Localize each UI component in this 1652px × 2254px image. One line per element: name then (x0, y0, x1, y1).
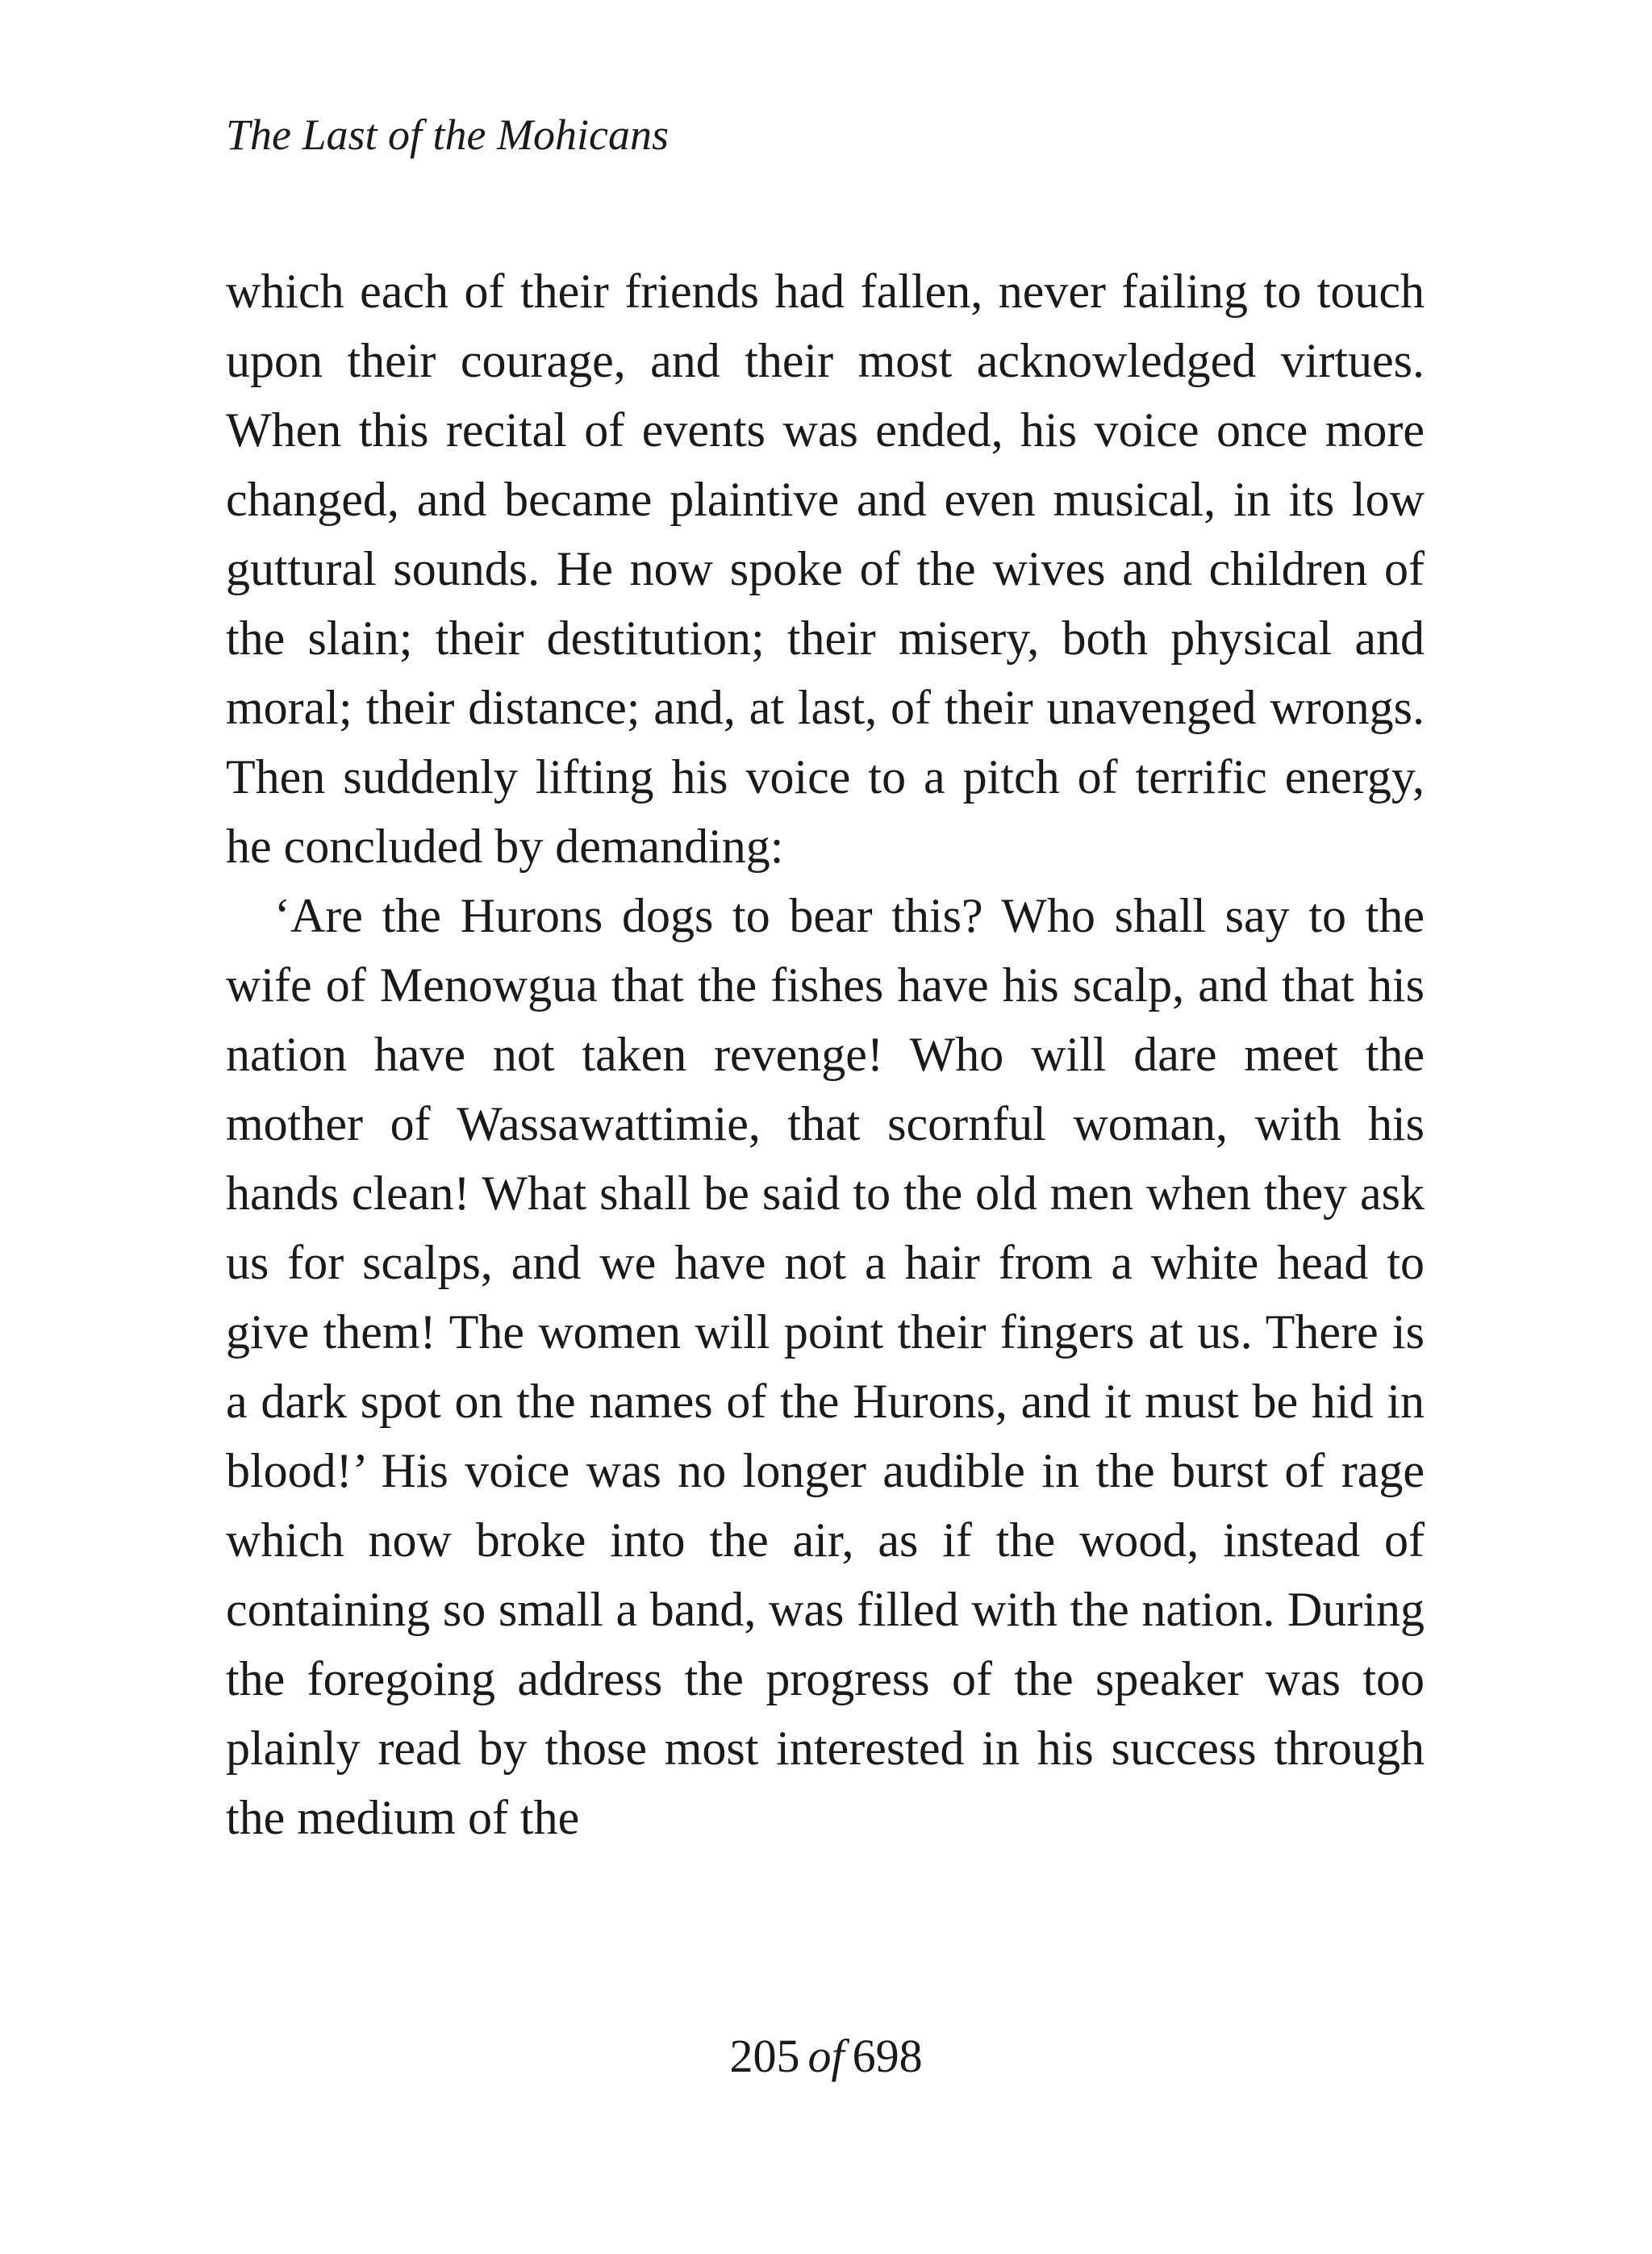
paragraph-speech: ‘Are the Hurons dogs to bear this? Who shall say to the wife of Menowgua that the fishes have his scalp, and that his nation have not taken revenge! Who will dare meet the mother of Wassawattimie, that scornful woman, with his hands clean! What shall be said to the old men when they ask us for scalps, and we have not a hair from a white head to give them! The women will point their fingers at us. There is a dark spot on the names of the Hurons, and it must be hid in blood!’ His voice was no longer audible in the burst of rage which now broke into the air, as if the wood, instead of containing so small a band, was filled with the nation. During the foregoing address the progress of the speaker was too plainly read by those most interested in his success through the medium of the (226, 889, 1425, 1844)
page-body (226, 257, 1425, 1852)
page-number-indicator (0, 2028, 1652, 2085)
running-title: The Last of the Mohicans (226, 111, 669, 159)
page-of-label: of (807, 2030, 845, 2082)
paragraph-continued: which each of their friends had fallen, never failing to touch upon their courage, and their most acknowledged virtues. When this recital of events was ended, his voice once more changed, and became plaintive and even musical, in its low guttural sounds. He now spoke of the wives and children of the slain; their destitution; their misery, both physical and moral; their distance; and, at last, of their unavenged wrongs. Then suddenly lifting his voice to a pitch of terrific energy, he concluded by demanding: (226, 265, 1425, 873)
current-page-number: 205 (729, 2030, 800, 2082)
total-page-count: 698 (852, 2030, 923, 2082)
